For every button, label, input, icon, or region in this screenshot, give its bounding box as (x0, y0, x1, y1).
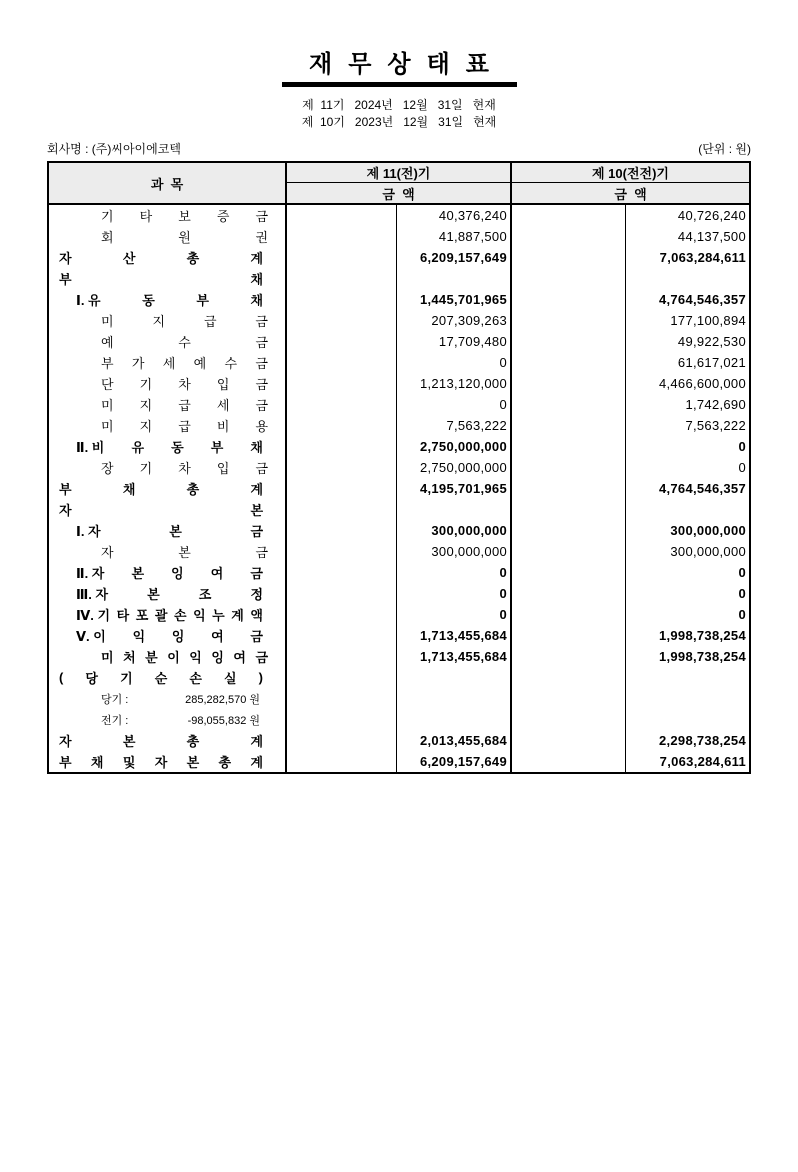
account-label-part: Ⅰ. 자 (76, 524, 101, 539)
amount-current-spacer (287, 352, 397, 373)
account-label-part: Ⅱ. 자 (76, 566, 105, 581)
account-label-part: Ⅴ. 이 (76, 629, 106, 644)
amount-prior-spacer (512, 352, 626, 373)
amount-current-spacer (287, 415, 397, 436)
amount-prior: 0 (738, 460, 746, 475)
account-label-part: 자 (154, 755, 168, 770)
amount-current-spacer (287, 289, 397, 310)
account-label-part: 금 (255, 461, 268, 476)
amount-current-spacer (287, 331, 397, 352)
account-label-part: 부 (210, 440, 224, 455)
amount-current (397, 667, 512, 688)
account-label-part: 동 (142, 293, 155, 308)
account-label-part: 장 (101, 461, 114, 476)
account-label (49, 751, 287, 772)
amount-prior: 0 (738, 607, 746, 622)
account-label (49, 583, 287, 604)
amount-current: 300,000,000 (397, 520, 512, 541)
amount-prior-spacer (512, 604, 626, 625)
table-row (49, 247, 749, 268)
account-label (49, 688, 287, 709)
account-label-part: ( (59, 670, 64, 685)
account-label-part: 금 (250, 524, 263, 539)
account-label-part: 본 (186, 755, 200, 770)
account-label-part: 금 (250, 566, 263, 581)
account-label-part: 채 (250, 440, 263, 455)
amount-prior-spacer (512, 310, 626, 331)
account-label-part: 동 (171, 440, 184, 455)
account-label-part: 손 (189, 671, 202, 686)
account-label-part: 총 (186, 482, 200, 497)
amount-current-spacer (287, 730, 397, 751)
amount-prior: 0 (738, 586, 746, 601)
account-label-part: 괄 (154, 608, 168, 623)
account-label-part: 기 (101, 209, 114, 224)
account-label (49, 373, 287, 394)
account-label-part: 산 (122, 251, 136, 266)
account-label-part: 부 (101, 356, 114, 371)
account-label-part: 부 (59, 482, 72, 497)
account-label-part: 순 (154, 671, 168, 686)
account-label-part: 총 (218, 755, 232, 770)
account-label-part: 용 (255, 419, 268, 434)
amount-prior-spacer (512, 268, 626, 289)
account-label (49, 730, 287, 751)
account-label-part: Ⅲ. 자 (76, 587, 109, 602)
account-label-part: 포 (135, 608, 149, 623)
header-amount-current: 금 액 (287, 183, 512, 203)
amount-current-spacer (287, 268, 397, 289)
account-label-part: 차 (178, 461, 191, 476)
account-label-part: Ⅱ. 비 (76, 440, 105, 455)
amount-prior-spacer (512, 373, 626, 394)
account-label-part: 지 (139, 398, 153, 413)
period-line-current: 제 11기 2024년 12월 31일 현재 (302, 98, 496, 112)
account-label (49, 478, 287, 499)
amount-current: 0 (397, 562, 512, 583)
account-label-part: 총 (186, 734, 200, 749)
amount-prior-spacer (512, 394, 626, 415)
table-header (49, 163, 749, 205)
account-label-part: 자 (101, 545, 114, 560)
table-row (49, 289, 749, 310)
amount-current: 0 (397, 394, 512, 415)
account-label-part: 액 (250, 608, 263, 623)
account-label-part: 입 (216, 461, 230, 476)
table-row (49, 331, 749, 352)
amount-prior-spacer (512, 541, 626, 562)
amount-current: 41,887,500 (397, 226, 512, 247)
amount-current-spacer (287, 499, 397, 520)
table-row (49, 394, 749, 415)
amount-prior: 2,298,738,254 (658, 733, 746, 748)
amount-current-spacer (287, 310, 397, 331)
account-label-part: 권 (255, 230, 268, 245)
account-label (49, 457, 287, 478)
account-label-part: 채 (250, 293, 263, 308)
amount-prior: 40,726,240 (677, 208, 746, 223)
account-label (49, 310, 287, 331)
amount-current: 17,709,480 (397, 331, 512, 352)
account-label-part: 미 (101, 419, 114, 434)
amount-prior-spacer (512, 688, 626, 709)
account-label-part: 비 (216, 419, 230, 434)
account-label-part: 자 (59, 503, 72, 518)
amount-prior: 7,063,284,611 (659, 250, 746, 265)
amount-prior: 300,000,000 (670, 544, 746, 559)
amount-prior-spacer (512, 709, 626, 730)
account-label-part: 계 (231, 608, 244, 623)
account-label-part: 자 (59, 734, 72, 749)
amount-prior (626, 688, 749, 709)
account-label-part: 채 (250, 272, 263, 287)
account-label-part: 급 (178, 419, 191, 434)
account-label-part: 미 (101, 398, 114, 413)
amount-prior: 177,100,894 (670, 313, 746, 328)
amount-current-spacer (287, 478, 397, 499)
amount-current-spacer (287, 457, 397, 478)
account-label-part: 금 (255, 314, 268, 329)
amount-prior-spacer (512, 751, 626, 772)
account-label-part: 금 (255, 335, 268, 350)
account-label-part: 실 (223, 671, 237, 686)
amount-current-spacer (287, 247, 397, 268)
amount-prior: 44,137,500 (677, 229, 746, 244)
unit-label: (단위 : 원) (698, 142, 751, 156)
balance-sheet-table (47, 161, 751, 774)
amount-current-spacer (287, 373, 397, 394)
account-label-part: 잉 (171, 566, 184, 581)
account-label-part: ) (258, 670, 263, 685)
amount-prior: 1,998,738,254 (658, 649, 746, 664)
amount-prior-spacer (512, 562, 626, 583)
amount-prior (626, 709, 749, 730)
account-label-part: 계 (250, 251, 263, 266)
account-label-part: 손 (173, 608, 187, 623)
account-label (49, 562, 287, 583)
account-label-part: 여 (233, 650, 246, 665)
account-label-part: 기 (139, 377, 153, 392)
account-label-part: 금 (255, 398, 268, 413)
amount-prior-spacer (512, 457, 626, 478)
account-label-part: 금 (255, 545, 268, 560)
account-label-part: 단 (101, 377, 114, 392)
amount-current-spacer (287, 394, 397, 415)
amount-prior: 4,764,546,357 (658, 292, 746, 307)
account-label-part: 조 (198, 587, 212, 602)
amount-current-spacer (287, 604, 397, 625)
account-label-part: 및 (122, 755, 136, 770)
account-label-part: 보 (178, 209, 191, 224)
table-row (49, 541, 749, 562)
amount-prior-spacer (512, 247, 626, 268)
account-label-part: 부 (196, 293, 209, 308)
account-label-part: 계 (250, 755, 263, 770)
header-account-column: 과 목 (49, 163, 287, 203)
account-label-part: 잉 (211, 650, 224, 665)
amount-current: 6,209,157,649 (397, 247, 512, 268)
amount-current: 0 (397, 352, 512, 373)
account-label-part: 금 (255, 356, 268, 371)
table-row (49, 457, 749, 478)
amount-prior (626, 268, 749, 289)
period-line-prior: 제 10기 2023년 12월 31일 현재 (301, 115, 497, 129)
header-period-current: 제 11(전)기 (287, 163, 512, 183)
amount-current: 2,013,455,684 (397, 730, 512, 751)
header-period-prior: 제 10(전전)기 (512, 163, 749, 183)
table-row (49, 415, 749, 436)
amount-current-spacer (287, 205, 397, 226)
amount-prior-spacer (512, 646, 626, 667)
account-label (49, 604, 287, 625)
account-label-part: 처 (123, 650, 136, 665)
amount-prior: 7,563,222 (685, 418, 746, 433)
account-label-part: 총 (186, 251, 200, 266)
amount-prior-spacer (512, 583, 626, 604)
amount-current: 1,213,120,000 (397, 373, 512, 394)
amount-current-spacer (287, 520, 397, 541)
amount-current (397, 499, 512, 520)
amount-current-spacer (287, 751, 397, 772)
account-label-part: 본 (250, 503, 263, 518)
account-label-part: 급 (178, 398, 191, 413)
account-label-part: 수 (224, 356, 238, 371)
account-label-part: 익 (193, 608, 206, 623)
account-label (49, 268, 287, 289)
amount-current: 2,750,000,000 (397, 457, 512, 478)
amount-current-spacer (287, 709, 397, 730)
table-row (49, 646, 749, 667)
account-label (49, 436, 287, 457)
account-label (49, 352, 287, 373)
amount-current: 300,000,000 (397, 541, 512, 562)
account-label-part: 이 (167, 650, 180, 665)
account-label (49, 331, 287, 352)
amount-prior-spacer (512, 520, 626, 541)
amount-current (397, 688, 512, 709)
note-label: 전기 : (101, 714, 129, 727)
account-label-part: 본 (122, 734, 136, 749)
title-underline (282, 82, 517, 87)
account-label-part: 부 (59, 272, 72, 287)
amount-prior-spacer (512, 625, 626, 646)
amount-prior: 0 (738, 565, 746, 580)
account-label-part: 부 (59, 755, 72, 770)
table-row (49, 205, 749, 226)
account-label-part: 미 (101, 650, 114, 665)
account-label-part: 계 (250, 734, 263, 749)
account-label (49, 709, 287, 730)
amount-current: 207,309,263 (397, 310, 512, 331)
amount-current: 6,209,157,649 (397, 751, 512, 772)
account-label-part: Ⅰ. 유 (76, 293, 101, 308)
account-label (49, 394, 287, 415)
amount-current (397, 709, 512, 730)
amount-prior: 1,998,738,254 (658, 628, 746, 643)
account-label-part: 지 (152, 314, 166, 329)
account-label-part: 급 (203, 314, 217, 329)
table-row (49, 709, 749, 730)
amount-prior-spacer (512, 289, 626, 310)
amount-current-spacer (287, 583, 397, 604)
account-label-part: 가 (131, 356, 145, 371)
company-name: 회사명 : (주)씨아이에코텍 (47, 142, 181, 156)
account-label-part: 여 (210, 566, 224, 581)
amount-current-spacer (287, 226, 397, 247)
amount-current: 4,195,701,965 (397, 478, 512, 499)
amount-prior: 61,617,021 (677, 355, 746, 370)
account-label-part: 입 (216, 377, 230, 392)
account-label-part: 누 (212, 608, 225, 623)
header-amount-prior: 금 액 (614, 186, 647, 202)
account-label (49, 415, 287, 436)
note-value: 285,282,570 원 (185, 693, 260, 706)
amount-current: 2,750,000,000 (397, 436, 512, 457)
account-label-part: 기 (139, 461, 153, 476)
amount-prior-spacer (512, 667, 626, 688)
table-row (49, 226, 749, 247)
account-label-part: 미 (101, 314, 114, 329)
account-label (49, 625, 287, 646)
table-row (49, 688, 749, 709)
account-label-part: 잉 (171, 629, 185, 644)
amount-prior-spacer (512, 331, 626, 352)
account-label-part: 본 (178, 545, 191, 560)
table-row (49, 499, 749, 520)
account-label-part: 익 (132, 629, 146, 644)
account-label-part: 당 (85, 671, 98, 686)
table-row (49, 373, 749, 394)
amount-prior-spacer (512, 499, 626, 520)
account-label (49, 247, 287, 268)
account-label (49, 541, 287, 562)
amount-prior-spacer (512, 226, 626, 247)
amount-current-spacer (287, 646, 397, 667)
account-label-part: 익 (189, 650, 202, 665)
account-label-part: 채 (90, 755, 104, 770)
account-label (49, 667, 287, 688)
document-page (0, 44, 798, 1172)
amount-current: 40,376,240 (397, 205, 512, 226)
account-label-part: 계 (250, 482, 263, 497)
table-row (49, 667, 749, 688)
amount-current: 1,445,701,965 (397, 289, 512, 310)
account-label (49, 499, 287, 520)
note-value: -98,055,832 원 (187, 714, 260, 727)
account-label-part: 예 (101, 335, 114, 350)
table-row (49, 625, 749, 646)
amount-prior: 4,764,546,357 (658, 481, 746, 496)
account-label-part: 지 (139, 419, 153, 434)
account-label-part: 세 (216, 398, 230, 413)
amount-prior-spacer (512, 436, 626, 457)
amount-current-spacer (287, 562, 397, 583)
table-row (49, 268, 749, 289)
account-label-part: 예 (193, 356, 207, 371)
account-label-part: 회 (101, 230, 114, 245)
account-label-part: 본 (169, 524, 182, 539)
account-label (49, 205, 287, 226)
account-label (49, 646, 287, 667)
table-row (49, 751, 749, 772)
table-row (49, 436, 749, 457)
account-label (49, 289, 287, 310)
account-label-part: 자 (59, 251, 72, 266)
account-label-part: 수 (178, 335, 191, 350)
amount-current-spacer (287, 541, 397, 562)
amount-prior: 1,742,690 (685, 397, 746, 412)
amount-current-spacer (287, 436, 397, 457)
amount-current: 1,713,455,684 (397, 646, 512, 667)
account-label-part: 금 (255, 650, 268, 665)
table-row (49, 310, 749, 331)
amount-prior-spacer (512, 730, 626, 751)
amount-current: 0 (397, 604, 512, 625)
amount-current: 1,713,455,684 (397, 625, 512, 646)
amount-prior: 4,466,600,000 (658, 376, 746, 391)
amount-current-spacer (287, 667, 397, 688)
account-label (49, 520, 287, 541)
account-label-part: 금 (255, 209, 268, 224)
table-row (49, 604, 749, 625)
amount-current: 7,563,222 (397, 415, 512, 436)
amount-prior-spacer (512, 478, 626, 499)
amount-current-spacer (287, 688, 397, 709)
account-label-part: 본 (147, 587, 160, 602)
table-row (49, 583, 749, 604)
table-row (49, 352, 749, 373)
account-label-part: 차 (178, 377, 191, 392)
amount-prior: 49,922,530 (677, 334, 746, 349)
page-title: 재무상태표 (309, 51, 505, 78)
account-label-part: 기 (120, 671, 133, 686)
account-label-part: 본 (131, 566, 145, 581)
table-body (49, 205, 749, 772)
amount-current: 0 (397, 583, 512, 604)
account-label-part: 정 (250, 587, 263, 602)
amount-prior-spacer (512, 205, 626, 226)
amount-prior: 300,000,000 (670, 523, 746, 538)
account-label-part: 분 (145, 650, 158, 665)
account-label-part: Ⅳ. 기 (76, 608, 111, 623)
account-label-part: 원 (178, 230, 191, 245)
table-row (49, 520, 749, 541)
amount-prior-spacer (512, 415, 626, 436)
account-label (49, 226, 287, 247)
amount-prior (626, 499, 749, 520)
account-label-part: 채 (122, 482, 136, 497)
amount-current (397, 268, 512, 289)
account-label-part: 유 (131, 440, 145, 455)
table-row (49, 478, 749, 499)
account-label-part: 타 (139, 209, 153, 224)
amount-prior: 0 (738, 439, 746, 454)
amount-prior: 7,063,284,611 (659, 754, 746, 769)
amount-current-spacer (287, 625, 397, 646)
meta-row (47, 140, 751, 157)
account-label-part: 금 (255, 377, 268, 392)
account-label-part: 금 (250, 629, 263, 644)
table-row (49, 730, 749, 751)
table-row (49, 562, 749, 583)
account-label-part: 세 (162, 356, 176, 371)
account-label-part: 여 (211, 629, 224, 644)
note-label: 당기 : (101, 693, 129, 706)
amount-prior (626, 667, 749, 688)
account-label-part: 증 (216, 209, 230, 224)
account-label-part: 타 (116, 608, 130, 623)
